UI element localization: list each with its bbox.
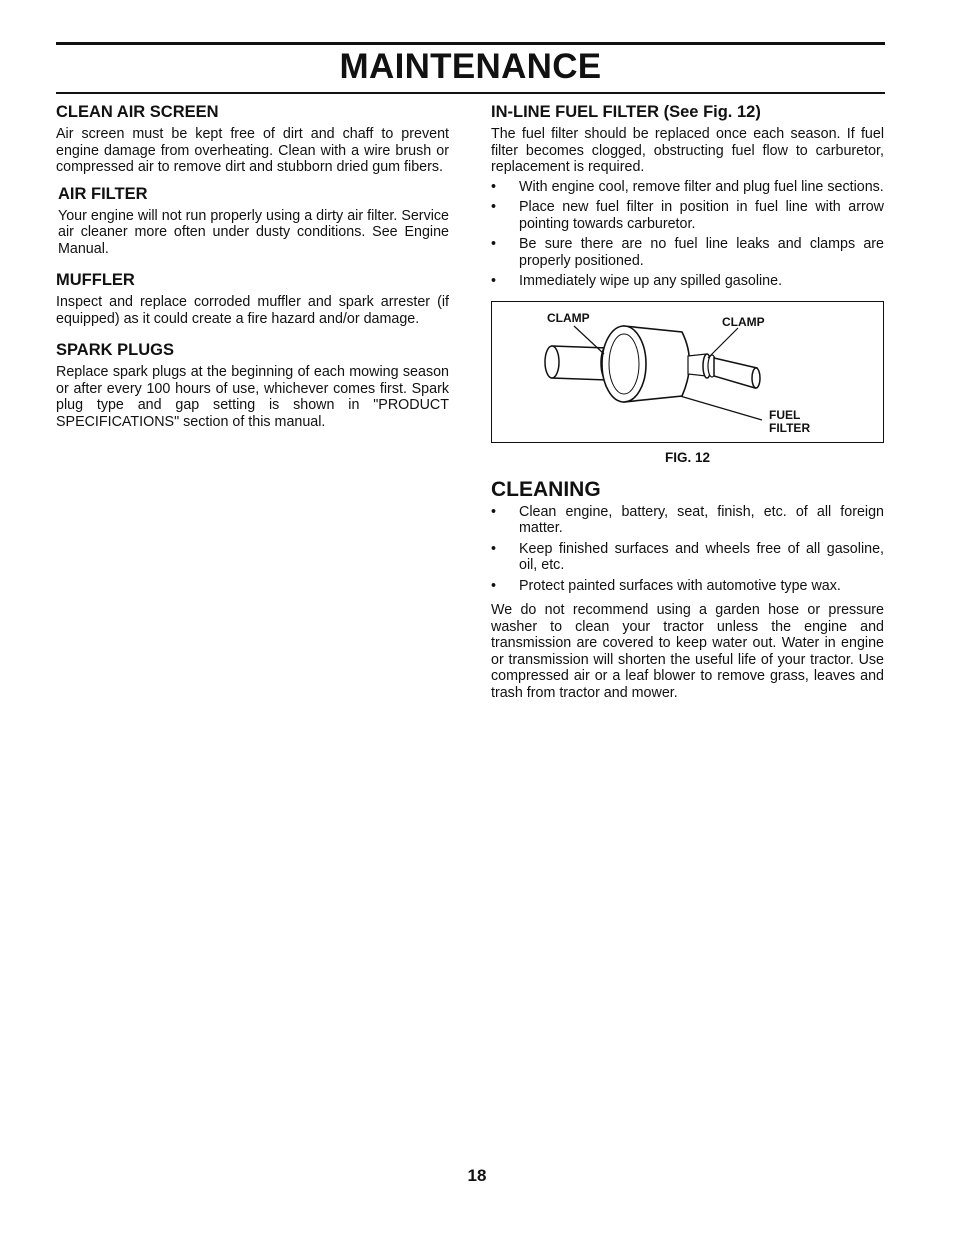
list-item: • Keep finished surfaces and wheels free of all gasoline, oil, etc. xyxy=(491,540,884,573)
section-cleaning xyxy=(491,478,884,702)
section-spark-plugs xyxy=(56,340,449,430)
list-item: • With engine cool, remove filter and plug fuel line sections. xyxy=(491,178,884,195)
label-filter: FILTER xyxy=(769,420,811,435)
right-column xyxy=(491,102,884,701)
label-clamp-right: CLAMP xyxy=(722,314,765,329)
list-item: • Place new fuel filter in position in fuel line with arrow pointing towards carburetor. xyxy=(491,199,884,232)
label-clamp-left: CLAMP xyxy=(547,310,590,325)
bullet-icon: • xyxy=(491,503,497,520)
leader-line-fuel-filter xyxy=(680,396,762,420)
section-heading: CLEANING xyxy=(491,477,601,501)
section-fuel-filter xyxy=(491,102,884,290)
section-heading: SPARK PLUGS xyxy=(56,341,174,359)
header-rule-bottom xyxy=(56,92,885,94)
section-text: Replace spark plugs at the beginning of each mowing season or after every 100 hours of use, whichever comes first. Spark plug type and gap setting is shown in "PRODUCT SPECIFICATIONS" section of this manual. xyxy=(56,364,449,430)
section-text: Air screen must be kept free of dirt and chaff to prevent engine damage from overheating. Clean with a wire brush or compressed air to remove dirt and stubborn dried gum fibers. xyxy=(56,126,449,175)
section-air-filter xyxy=(56,184,449,258)
section-heading: IN-LINE FUEL FILTER (See Fig. 12) xyxy=(491,103,761,121)
section-text: The fuel filter should be replaced once each season. If fuel filter becomes clogged, obstructing fuel flow to carburetor, replacement is required. xyxy=(491,126,884,175)
page-title: MAINTENANCE xyxy=(339,47,602,86)
section-text: We do not recommend using a garden hose or pressure washer to clean your tractor unless the engine and transmission are covered to keep water out. Water in engine or transmission will shorten the useful life of your tractor. Use compressed air or a leaf blower to remove grass, leaves and trash from tractor and mower. xyxy=(491,602,884,701)
left-column xyxy=(56,102,449,443)
list-item: • Immediately wipe up any spilled gasoline. xyxy=(491,273,783,289)
leader-line-clamp-right xyxy=(708,328,738,358)
section-heading: MUFFLER xyxy=(56,271,135,289)
bullet-icon: • xyxy=(491,273,497,289)
figure-caption: FIG. 12 xyxy=(664,449,710,465)
section-text: Your engine will not run properly using a dirty air filter. Service air cleaner more often under dusty conditions. See Engine Manual. xyxy=(58,207,449,257)
section-muffler xyxy=(56,270,449,327)
bullet-icon: • xyxy=(491,540,497,557)
bullet-icon: • xyxy=(491,199,497,215)
bullet-icon: • xyxy=(491,236,497,252)
figure-12-box xyxy=(491,301,884,443)
fuel-filter-illustration xyxy=(492,302,883,442)
cleaning-list xyxy=(491,504,884,595)
list-item: • Be sure there are no fuel line leaks and clamps are properly positioned. xyxy=(491,236,884,269)
section-heading: AIR FILTER xyxy=(58,184,148,203)
section-heading: CLEAN AIR SCREEN xyxy=(56,103,219,121)
section-text: Inspect and replace corroded muffler and spark arrester (if equipped) as it could create a fire hazard and/or damage. xyxy=(56,294,449,327)
list-item: • Clean engine, battery, seat, finish, etc. of all foreign matter. xyxy=(491,503,884,536)
fuel-line-right-shape xyxy=(714,358,757,388)
section-clean-air-screen xyxy=(56,102,449,176)
list-item: • Protect painted surfaces with automotive type wax. xyxy=(491,577,841,594)
fuel-line-left-shape xyxy=(552,346,607,380)
bullet-icon: • xyxy=(491,178,497,195)
label-fuel: FUEL xyxy=(769,407,801,422)
page-number: 18 xyxy=(467,1166,487,1185)
header-rule-top xyxy=(56,42,885,45)
fuel-line-left-end xyxy=(545,346,559,378)
fuel-filter-steps xyxy=(491,179,884,290)
bullet-icon: • xyxy=(491,577,497,594)
